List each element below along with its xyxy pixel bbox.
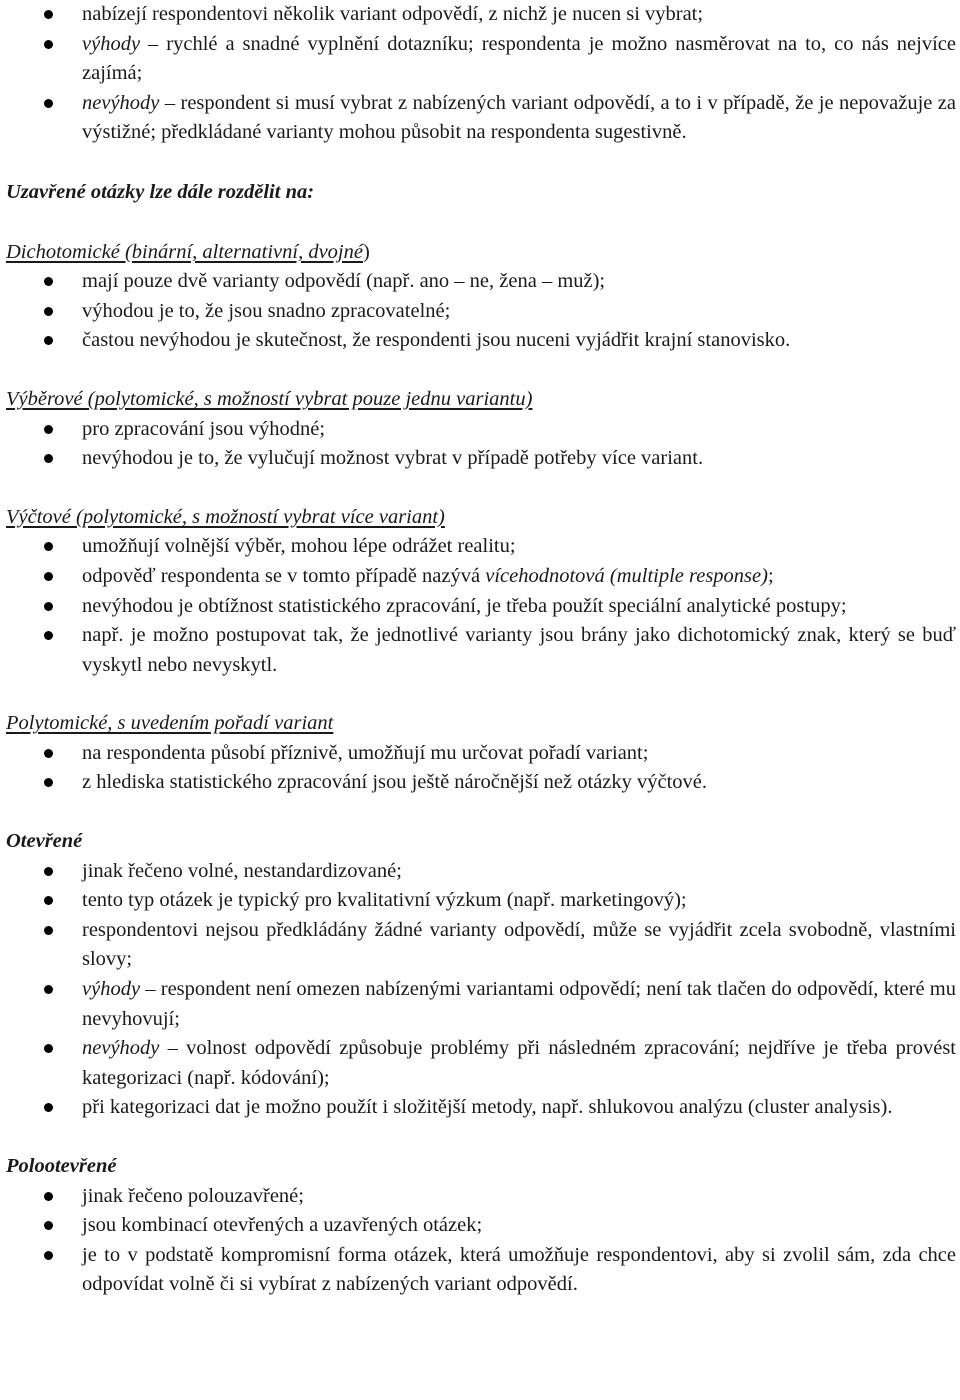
list-item: tento typ otázek je typický pro kvalitativní výzkum (např. marketingový);	[0, 886, 960, 916]
item-text: nabízejí respondentovi několik variant odpovědí, z nichž je nucen si vybrat;	[82, 3, 704, 25]
semi-open-heading: Polootevřené	[6, 1155, 117, 1177]
item-text: odpověď respondenta se v tomto případě nazývá	[82, 564, 486, 587]
list-item	[0, 30, 960, 89]
dichotomic-heading-tail: )	[362, 240, 370, 263]
item-text: – respondent si musí vybrat z nabízených variant odpovědí, a to i v případě, že je nepovažuje za výstižné; předkládané varianty mohou působit na respondenta sugestivně.	[82, 91, 956, 144]
item-text: – volnost odpovědí způsobuje problémy při následném zpracování; nejdříve je třeba provést kategorizaci (např. kódování);	[82, 1037, 956, 1089]
list-item: jinak řečeno volné, nestandardizované;	[0, 857, 960, 887]
list-item: výhodou je to, že jsou snadno zpracovatelné;	[0, 297, 960, 327]
open-heading: Otevřené	[6, 830, 83, 853]
list-item: respondentovi nejsou předkládány žádné varianty odpovědí, může se vyjádřit zcela svobodně, vlastními slovy;	[0, 916, 960, 975]
advantages-label: výhody	[82, 32, 141, 55]
list-item: z hlediska statistického zpracování jsou ještě náročnější než otázky výčtové.	[0, 768, 960, 798]
item-text: – respondent není omezen nabízenými variantami odpovědí; není tak tlačen do odpovědí, které mu nevyhovují;	[82, 978, 956, 1030]
disadvantages-label: nevýhody	[82, 1037, 160, 1060]
list-item: mají pouze dvě varianty odpovědí (např. ano – ne, žena – muž);	[0, 267, 960, 297]
list-item: nevýhodou je to, že vylučují možnost vybrat v případě potřeby více variant.	[0, 444, 960, 474]
list-item: na respondenta působí příznivě, umožňují mu určovat pořadí variant;	[0, 739, 960, 769]
list-item: častou nevýhodou je skutečnost, že respondenti jsou nuceni vyjádřit krajní stanovisko.	[0, 326, 960, 356]
dichotomic-heading-text: Dichotomické (binární, alternativní, dvojné	[6, 240, 363, 263]
list-item	[0, 975, 960, 1034]
list-item: je to v podstatě kompromisní forma otázek, která umožňuje respondentovi, aby si zvolil sám, zda chce odpovídat volně či si vybírat z nabízených variant odpovědí.	[0, 1241, 960, 1300]
list-item: umožňují volnější výběr, mohou lépe odrážet realitu;	[0, 532, 960, 562]
closed-split-heading: Uzavřené otázky lze dále rozdělit na:	[6, 180, 315, 203]
ranked-list	[0, 739, 960, 798]
semi-open-list	[0, 1182, 960, 1300]
dichotomic-heading	[0, 238, 960, 268]
ranked-heading: Polytomické, s uvedením pořadí variant	[6, 712, 334, 735]
list-item: pro zpracování jsou výhodné;	[0, 415, 960, 445]
enumerative-list	[0, 532, 960, 680]
list-item	[0, 1034, 960, 1093]
selective-list	[0, 415, 960, 474]
intro-list	[0, 0, 960, 148]
advantages-label: výhody	[82, 978, 141, 1001]
list-item	[0, 89, 960, 148]
list-item	[0, 562, 960, 592]
list-item: při kategorizaci dat je možno použít i složitější metody, např. shlukovou analýzu (cluster analysis).	[0, 1093, 960, 1123]
dichotomic-list	[0, 267, 960, 356]
list-item	[0, 0, 960, 30]
selective-heading: Výběrové (polytomické, s možností vybrat pouze jednu variantu)	[6, 387, 533, 410]
list-item: nevýhodou je obtížnost statistického zpracování, je třeba použít speciální analytické postupy;	[0, 592, 960, 622]
item-text: – rychlé a snadné vyplnění dotazníku; respondenta je možno nasměrovat na to, co nás nejvíce zajímá;	[82, 32, 956, 85]
multiple-response-term: vícehodnotová (multiple response)	[485, 564, 768, 587]
disadvantages-label: nevýhody	[82, 91, 160, 114]
item-text: ;	[767, 564, 774, 587]
list-item: jinak řečeno polouzavřené;	[0, 1182, 960, 1212]
open-list	[0, 857, 960, 1123]
enumerative-heading: Výčtové (polytomické, s možností vybrat více variant)	[6, 505, 445, 528]
list-item: např. je možno postupovat tak, že jednotlivé varianty jsou brány jako dichotomický znak, který se buď vyskytl nebo nevyskytl.	[0, 621, 960, 680]
list-item: jsou kombinací otevřených a uzavřených otázek;	[0, 1211, 960, 1241]
